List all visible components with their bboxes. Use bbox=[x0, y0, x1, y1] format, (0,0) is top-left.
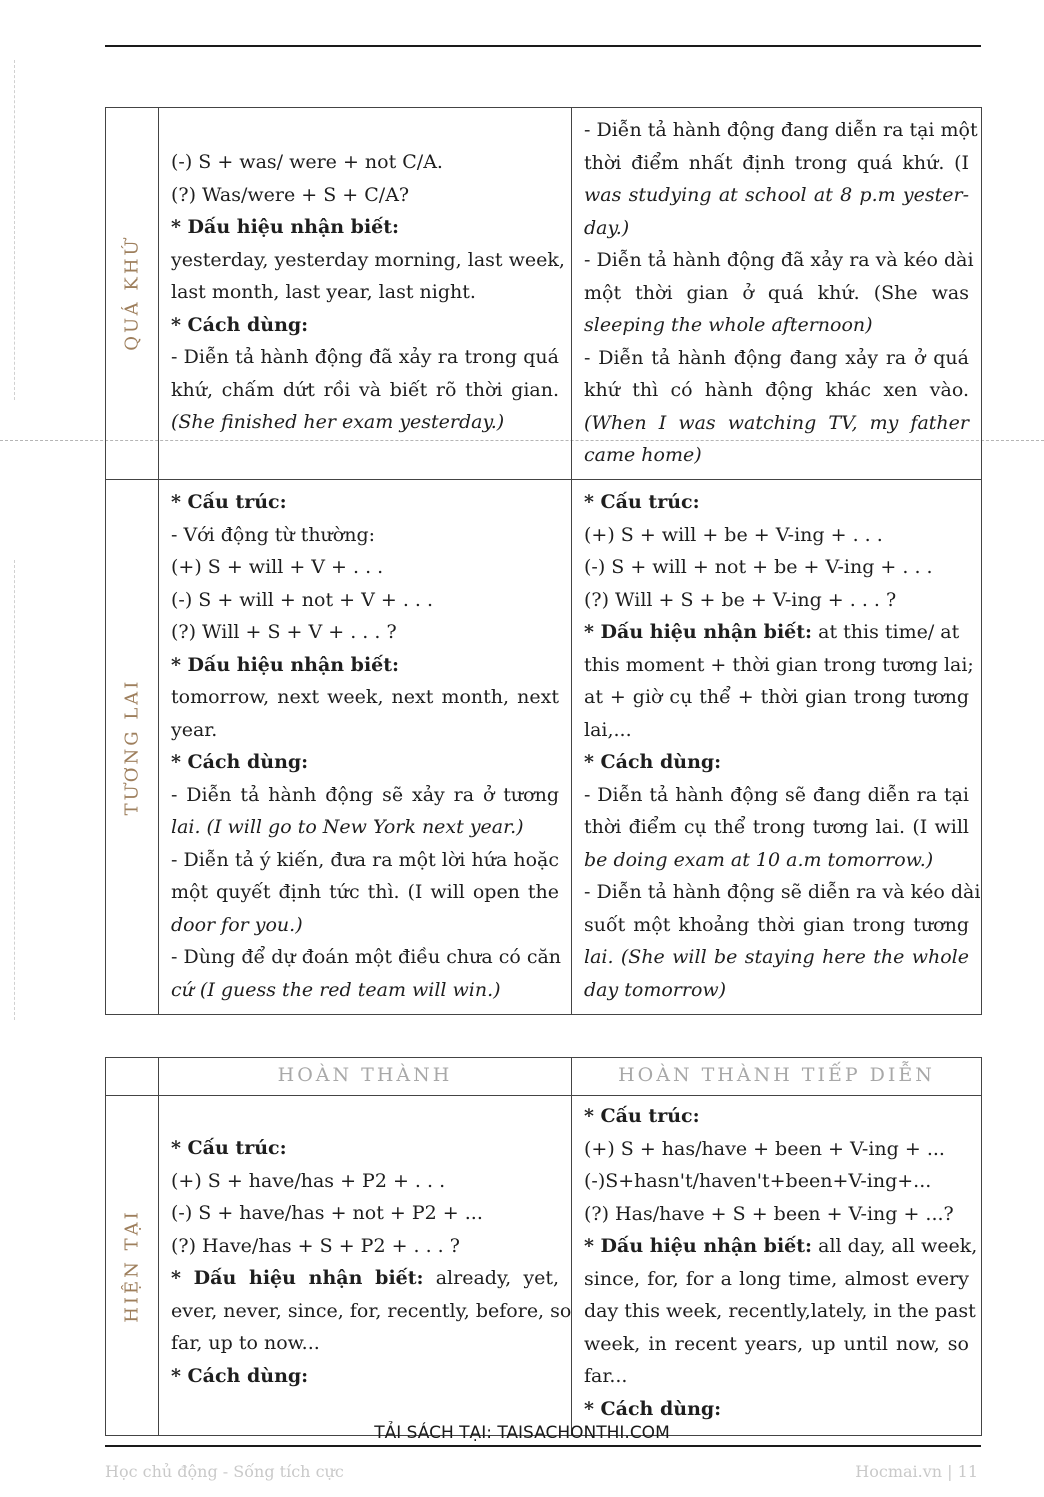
text-line: - Diễn tả hành động sẽ xảy ra ở tương bbox=[171, 783, 559, 806]
formula-line: (-) S + will + not + V + . . . bbox=[171, 588, 434, 611]
source-banner: TẢI SÁCH TẠI: TAISACHONTHI.COM bbox=[374, 1423, 670, 1443]
text-fragment: all day, all week, bbox=[818, 1235, 978, 1257]
margin-guide bbox=[14, 560, 15, 1020]
text-line: - Diễn tả hành động sẽ đang diễn ra tại bbox=[584, 783, 969, 806]
heading-usage: * Cách dùng: bbox=[171, 313, 309, 336]
text-line: this moment + thời gian trong tương lai; bbox=[584, 653, 974, 676]
example-line: door for you.) bbox=[171, 913, 303, 936]
example-line: (She finished her exam yesterday.) bbox=[171, 411, 505, 433]
heading-signs: * Dấu hiệu nhận biết: bbox=[171, 216, 400, 238]
text-line: since, for, for a long time, almost every bbox=[584, 1267, 969, 1290]
top-rule bbox=[105, 45, 981, 47]
example-line: cứ (I guess the red team will win.) bbox=[171, 978, 501, 1001]
column-heading: HOÀN THÀNH bbox=[277, 1064, 453, 1086]
row-label-present: HIỆN TẠI bbox=[121, 1208, 143, 1323]
heading-structure: * Cấu trúc: bbox=[584, 1105, 700, 1127]
text-line: - Diễn tả hành động đang diễn ra tại một bbox=[584, 119, 978, 141]
heading-usage: * Cách dùng: bbox=[584, 1397, 722, 1420]
text-line: - Diễn tả hành động đã xảy ra và kéo dài bbox=[584, 249, 974, 271]
margin-guide bbox=[14, 60, 15, 400]
text-line: far... bbox=[584, 1365, 628, 1387]
text-line: khứ thì có hành động khác xen vào. bbox=[584, 379, 969, 401]
text-line: lai,... bbox=[584, 718, 632, 741]
signs-line bbox=[171, 1262, 559, 1295]
signs-line bbox=[584, 616, 969, 649]
heading-structure: * Cấu trúc: bbox=[171, 1137, 287, 1159]
text-line: ever, never, since, for, recently, before, so bbox=[171, 1299, 572, 1322]
text-line: khứ, chấm dứt rồi và biết rõ thời gian. bbox=[171, 378, 559, 401]
example-line: day tomorrow) bbox=[584, 978, 727, 1001]
cell-future-simple bbox=[159, 480, 572, 1015]
cell-past-simple bbox=[159, 108, 572, 480]
cell-past-continuous bbox=[572, 108, 982, 480]
row-label-future: TƯƠNG LAI bbox=[121, 678, 143, 816]
example-line: came home) bbox=[584, 444, 702, 466]
text-line: year. bbox=[171, 718, 218, 741]
heading-signs: * Dấu hiệu nhận biết: bbox=[171, 1267, 424, 1289]
text-line: thời điểm cụ thể trong tương lai. (I will bbox=[584, 816, 969, 838]
text-line: - Diễn tả hành động sẽ diễn ra và kéo dài bbox=[584, 881, 981, 903]
text-fragment: already, yet, bbox=[435, 1267, 559, 1289]
row-future bbox=[106, 480, 982, 1015]
heading-structure: * Cấu trúc: bbox=[584, 491, 700, 513]
row-present bbox=[106, 1096, 982, 1436]
text-line: một thời gian ở quá khứ. (She was bbox=[584, 281, 969, 304]
formula-line: (?) Have/has + S + P2 + . . . ? bbox=[171, 1234, 460, 1257]
row-past bbox=[106, 108, 982, 480]
text-line: - Diễn tả ý kiến, đưa ra một lời hứa hoặc bbox=[171, 848, 559, 871]
formula-line: (-) S + will + not + be + V-ing + . . . bbox=[584, 556, 933, 578]
text-line: day this week, recently,lately, in the past bbox=[584, 1300, 976, 1322]
formula-line: (+) S + have/has + P2 + . . . bbox=[171, 1169, 446, 1192]
text-line: suốt một khoảng thời gian trong tương bbox=[584, 913, 969, 936]
heading-signs: * Dấu hiệu nhận biết: bbox=[584, 621, 813, 643]
row-label-past: QUÁ KHỨ bbox=[121, 236, 143, 351]
heading-usage: * Cách dùng: bbox=[171, 1364, 309, 1387]
text-line: tomorrow, next week, next month, next bbox=[171, 686, 559, 708]
example-line: was studying at school at 8 p.m yester- bbox=[584, 184, 969, 206]
signs-line bbox=[584, 1230, 978, 1263]
label-cell-future bbox=[106, 480, 159, 1015]
cell-present-perfect-continuous bbox=[572, 1096, 982, 1436]
text-fragment: at this time/ at bbox=[818, 621, 960, 643]
formula-line: (?) Will + S + be + V-ing + . . . ? bbox=[584, 588, 897, 611]
formula-line: (+) S + will + be + V-ing + . . . bbox=[584, 523, 883, 546]
header-perfect-continuous bbox=[572, 1058, 982, 1096]
example-line: day.) bbox=[584, 216, 630, 239]
formula-line: (-) S + have/has + not + P2 + ... bbox=[171, 1202, 483, 1224]
formula-line: (+) S + has/have + been + V-ing + ... bbox=[584, 1137, 945, 1160]
tense-table-2 bbox=[105, 1057, 982, 1436]
example-line: be doing exam at 10 a.m tomorrow.) bbox=[584, 848, 934, 871]
text-line: far, up to now... bbox=[171, 1332, 320, 1354]
header-corner bbox=[106, 1058, 159, 1096]
cell-present-perfect bbox=[159, 1096, 572, 1436]
heading-signs: * Dấu hiệu nhận biết: bbox=[584, 1235, 813, 1257]
formula-line: (?) Will + S + V + . . . ? bbox=[171, 621, 397, 643]
example-line: lai. (I will go to New York next year.) bbox=[171, 816, 524, 838]
column-heading: HOÀN THÀNH TIẾP DIỄN bbox=[618, 1064, 935, 1086]
text-line: week, in recent years, up until now, so bbox=[584, 1332, 969, 1355]
example-line: (When I was watching TV, my father bbox=[584, 411, 969, 434]
formula-line: (?) Has/have + S + been + V-ing + ...? bbox=[584, 1202, 954, 1225]
text-line: (?) Was/were + S + C/A? bbox=[171, 183, 410, 206]
header-perfect bbox=[159, 1058, 572, 1096]
header-row bbox=[106, 1058, 982, 1096]
text-line: yesterday, yesterday morning, last week, bbox=[171, 248, 565, 271]
text-line: - Với động từ thường: bbox=[171, 523, 376, 546]
label-cell-present bbox=[106, 1096, 159, 1436]
text-line: at + giờ cụ thể + thời gian trong tương bbox=[584, 686, 969, 708]
text-line: last month, last year, last night. bbox=[171, 281, 476, 303]
example-line: sleeping the whole afternoon) bbox=[584, 314, 873, 336]
cell-future-continuous bbox=[572, 480, 982, 1015]
text-line: - Dùng để dự đoán một điều chưa có căn bbox=[171, 946, 562, 968]
text-line: (-) S + was/ were + not C/A. bbox=[171, 151, 443, 173]
formula-line: (+) S + will + V + . . . bbox=[171, 556, 384, 578]
heading-usage: * Cách dùng: bbox=[171, 751, 309, 773]
bottom-rule bbox=[105, 1445, 981, 1447]
heading-structure: * Cấu trúc: bbox=[171, 491, 287, 513]
footer-page-number: Hocmai.vn | 11 bbox=[855, 1462, 978, 1481]
heading-signs: * Dấu hiệu nhận biết: bbox=[171, 653, 400, 676]
formula-line: (-)S+hasn't/haven't+been+V-ing+... bbox=[584, 1170, 932, 1192]
example-line: lai. (She will be staying here the whole bbox=[584, 946, 969, 968]
text-line: một quyết định tức thì. (I will open the bbox=[171, 881, 559, 903]
tense-table-1 bbox=[105, 107, 982, 1015]
text-line: thời điểm nhất định trong quá khứ. (I bbox=[584, 151, 969, 174]
footer-slogan: Học chủ động - Sống tích cực bbox=[105, 1462, 344, 1481]
text-line: - Diễn tả hành động đang xảy ra ở quá bbox=[584, 346, 969, 369]
heading-usage: * Cách dùng: bbox=[584, 751, 722, 773]
text-line: - Diễn tả hành động đã xảy ra trong quá bbox=[171, 346, 559, 368]
label-cell-past bbox=[106, 108, 159, 480]
